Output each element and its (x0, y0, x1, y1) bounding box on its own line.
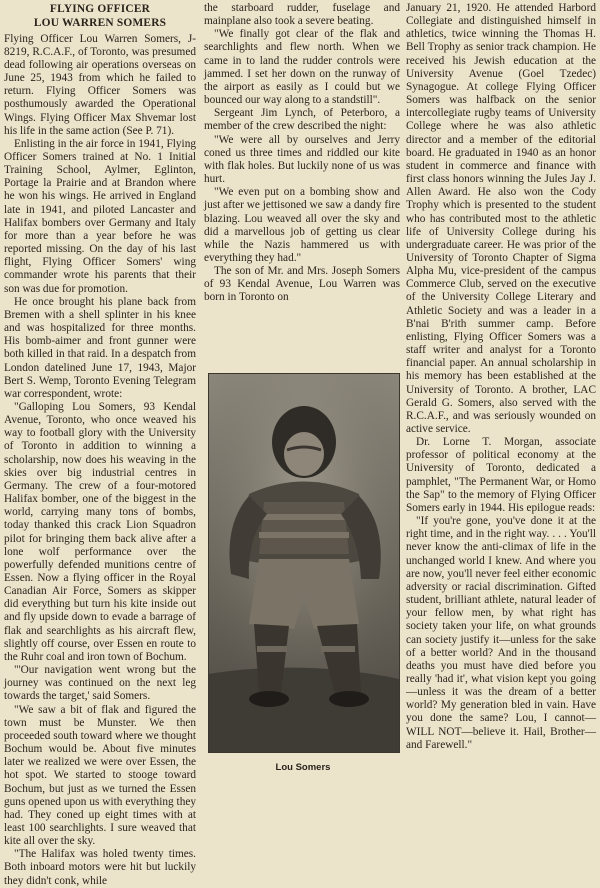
column-left (4, 2, 196, 888)
football-player-photo (208, 373, 400, 753)
paragraph: Sergeant Jim Lynch, of Peterboro, a member of the crew described the night: (204, 107, 400, 133)
paragraph: "If you're gone, you've done it at the right time, and in the right way. . . . You'll never know the anti-climax of life in the unchanged world I knew. And where you are now, you'll never feel either economic adversity or racial discrimination. Gifted student, brilliant athlete, natural leader of your fellow men, by what right has society taken your life, on what grounds can society justify it—unless for the sake of a better world? And in the thousand deaths you must have died before you really 'had it', what vision kept you going—unless it was the dream of a better world? My generation bled in vain. Have you done the same? Lou, I cannot—WILL NOT—believe it. Hail, Brother—and Farewell." (406, 515, 596, 751)
paragraph: "The Halifax was holed twenty times. Both inboard motors were hit but luckily they didn't conk, while (4, 848, 196, 887)
paragraph: "We saw a bit of flak and figured the town must be Munster. We then proceeded south toward where we thought Bochum would be. About five minutes later we realized we were over Essen, the hot spot. We started to stooge toward Bochum, but just as we turned the Essen guns opened upon us with everything they had. They coned up eight times with at least 100 searchlights. I sure weaved that kite all over the sky. (4, 703, 196, 848)
column-right (406, 2, 596, 752)
paragraph: the starboard rudder, fuselage and mainplane also took a severe beating. (204, 2, 400, 28)
paragraph: The son of Mr. and Mrs. Joseph Somers of 93 Kendal Avenue, Lou Warren was born in Toronto on (204, 265, 400, 304)
paragraph: "We even put on a bombing show and just after we jettisoned we saw a dandy fire blazing. Lou weaved all over the sky and did a marvellous job of getting us clear while the Nazis hammered us with everything they had." (204, 186, 400, 264)
paragraph: January 21, 1920. He attended Harbord Collegiate and distinguished himself in athletics, twice winning the Thomas H. Bell Trophy as senior track champion. He received his Jewish education at the University Avenue (Goel Tzedec) Synagogue. At college Flying Officer Somers was halfback on the senior intercollegiate rugby teams of University College where he was also athletic director and a member of the editorial board. He graduated in 1940 as an honor student in commerce and finance with first class honors winning the Jules Jay J. Allen Award. He also won the Cody Trophy which is presented to the student who has contributed most to the athletic life of University College during his undergraduate career. He was prior of the University of Toronto Chapter of Sigma Alpha Mu, vice-president of the campus Commerce Club, served on the executive of the University College Literary and Athletic Society and was a leader in a B'nai B'rith summer camp. Before enlisting, Flying Officer Somers was a staff writer and analyst for a Toronto financial paper. An annual scholarship in his memory has been established at the University of Toronto. A brother, LAC Gerald G. Somers, also served with the R.C.A.F., and was seriously wounded on active service. (406, 2, 596, 435)
paragraph: "We were all by ourselves and Jerry coned us three times and riddled our kite with flak holes. But luckily none of us was hurt. (204, 133, 400, 186)
paragraph: "Galloping Lou Somers, 93 Kendal Avenue, Toronto, who once weaved his way to football glory with the University of Toronto in addition to winning a scholarship, now does his weaving in the skies over big industrial centres in Germany. The crew of a four-motored Halifax bomber, one of the biggest in the world, carrying many tons of bombs, today thanked this crack Lion Squadron pilot for bringing them back alive after a lone wolf performance over the powerfully defended munitions centre of Essen. Now a flying officer in the Royal Canadian Air Force, Somers as skipper did everything but turn his kite inside out and fly upside down to evade a barrage of flak and searchlights as his aircraft flew, slightly off course, over Essen en route to the Ruhr coal and iron town of Bochum. (4, 400, 196, 663)
paragraph: Dr. Lorne T. Morgan, associate professor of political economy at the University of Toronto, dedicated a pamphlet, "The Permanent War, or Homo the Sap" to the memory of Flying Officer Somers early in 1944. His epilogue reads: (406, 436, 596, 514)
paragraph: "We finally got clear of the flak and searchlights and flew north. When we came in to land the rudder controls were jammed. I set her down on the runway of the airport as easily as I could but we bounced our way along to a standstill". (204, 28, 400, 107)
photo-caption: Lou Somers (275, 762, 331, 773)
paragraph: Flying Officer Lou Warren Somers, J-8219, R.C.A.F., of Toronto, was presumed dead following air operations overseas on June 25, 1943 from which he failed to return. Flying Officer Somers was posthumously awarded the Operational Wings. Flying Officer Max Shvemar lost his life in the same action (See P. 71). (4, 32, 196, 137)
paragraph: Enlisting in the air force in 1941, Flying Officer Somers trained at No. 1 Initial Training School, Aylmer, Eglinton, Portage la Prairie and at Brandon where he won his wings. He arrived in England late in 1941, and piloted Lancaster and Halifax bombers over Germany and Italy for more than a year before he was reported missing. On the day of his last flight, Flying Officer Somers' wing commander wrote his parents that their son was due for promotion. (4, 137, 196, 295)
article-title: FLYING OFFICER (49, 3, 151, 15)
photo-illustration (209, 374, 399, 752)
article-subtitle: LOU WARREN SOMERS (33, 16, 167, 29)
paragraph: He once brought his plane back from Bremen with a shell splinter in his knee and was hospitalized for three months. His bomb-aimer and front gunner were both killed in that raid. In a despatch from London datelined June 17, 1943, Major Bert S. Wemp, Toronto Evening Telegram war correspondent, wrote: (4, 295, 196, 400)
column-middle (204, 2, 400, 305)
paragraph: "'Our navigation went wrong but the journey was continued on the next leg towards the target,' said Somers. (4, 664, 196, 703)
